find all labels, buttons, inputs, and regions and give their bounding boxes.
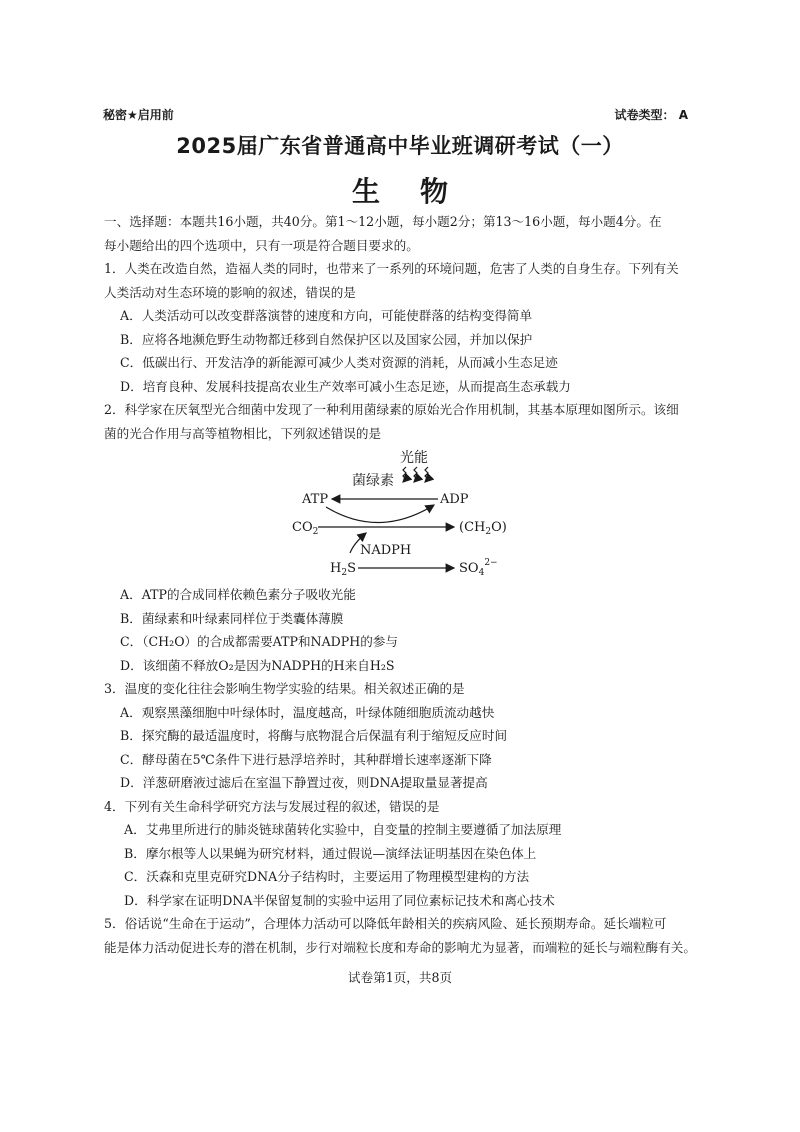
option-d: D．科学家在证明DNA半保留复制的实验中运用了同位素标记技术和离心技术 <box>124 892 555 908</box>
option-c: C．低碳出行、开发洁净的新能源可减少人类对资源的消耗，从而减小生态足迹 <box>120 355 558 370</box>
option-a: A．人类活动可以改变群落演替的速度和方向，可能使群落的结构变得简单 <box>120 308 533 323</box>
section-intro-line: 每小题给出的四个选项中，只有一项是符合题目要求的。 <box>104 237 419 253</box>
question-stem-line: 人类活动对生态环境的影响的叙述，错误的是 <box>104 284 356 300</box>
option-b: B．探究酶的最适温度时，将酶与底物混合后保温有利于缩短反应时间 <box>120 728 508 743</box>
subject-title: 生物 <box>351 175 488 208</box>
light-arrows-icon <box>403 467 428 482</box>
option-c: C．（CH₂O）的合成都需要ATP和NADPH的参与 <box>120 634 398 649</box>
atp-consumption-arrow <box>326 505 434 523</box>
exam-content <box>104 210 700 959</box>
so4-label: $SO_4^{2-}$ <box>459 558 498 577</box>
exam-title: 2025届广东省普通高中毕业班调研考试（一） <box>176 134 624 158</box>
question-stem-line: 能是体力活动促进长寿的潜在机制，步行对端粒长度和寿命的影响尤为显著，而端粒的延长与端粒酶有关。 <box>104 939 696 955</box>
adp-label: ADP <box>440 492 469 507</box>
question-3 <box>104 677 700 795</box>
paper-type: 试卷类型： A <box>614 108 688 122</box>
option-c: C．酵母菌在5℃条件下进行悬浮培养时，其种群增长速率逐渐下降 <box>120 751 492 767</box>
option-b: B．菌绿素和叶绿素同样位于类囊体薄膜 <box>120 610 344 626</box>
nadph-label: NADPH <box>360 543 412 558</box>
light-energy-label: 光能 <box>400 450 428 466</box>
question-2 <box>104 398 700 677</box>
option-b: B．应将各地濒危野生动物都迁移到自然保护区以及国家公园，并加以保护 <box>120 331 533 347</box>
question-4 <box>104 795 700 913</box>
question-5 <box>104 912 700 959</box>
option-b: B．摩尔根等人以果蝇为研究材料，通过假说—演绎法证明基因在染色体上 <box>124 845 537 861</box>
question-stem-line: 4．下列有关生命科学研究方法与发展过程的叙述，错误的是 <box>104 798 440 814</box>
photosynthesis-diagram <box>104 447 700 577</box>
bacteriochlorophyll-label: 菌绿素 <box>352 473 394 489</box>
option-c: C．沃森和克里克研究DNA分子结构时，主要运用了物理模型建构的方法 <box>124 869 530 884</box>
option-a: A．艾弗里所进行的肺炎链球菌转化实验中，自变量的控制主要遵循了加法原理 <box>124 822 562 837</box>
h2s-label: $H_2S$ <box>330 561 356 577</box>
confidential-mark: 秘密★启用前 <box>103 108 174 122</box>
option-d: D．培育良种、发展科技提高农业生产效率可减小生态足迹，从而提高生态承载力 <box>120 378 571 394</box>
option-d: D．洋葱研磨液过滤后在室温下静置过夜，则DNA提取量显著提高 <box>120 775 488 790</box>
option-a: A．观察黑藻细胞中叶绿体时，温度越高，叶绿体随细胞质流动越快 <box>120 704 495 720</box>
question-stem-line: 1．人类在改造自然，造福人类的同时，也带来了一系列的环境问题，危害了人类的自身生存。下列有关 <box>104 261 679 276</box>
question-1 <box>104 257 700 398</box>
question-stem-line: 2．科学家在厌氧型光合细菌中发现了一种利用菌绿素的原始光合作用机制，其基本原理如图所示。该细 <box>104 402 679 417</box>
section-intro-line: 一、选择题：本题共16小题，共40分。第1～12小题，每小题2分；第13～16小题，每小题4分。在 <box>104 214 662 229</box>
option-a: A．ATP的合成同样依赖色素分子吸收光能 <box>120 587 356 602</box>
page-footer: 试卷第1页，共8页 <box>347 970 453 985</box>
option-d: D．该细菌不释放O₂是因为NADPH的H来自H₂S <box>120 657 395 673</box>
question-stem-line: 3．温度的变化往往会影响生物学实验的结果。相关叙述正确的是 <box>104 681 465 696</box>
co2-label: $CO_2$ <box>292 520 319 537</box>
atp-label: ATP <box>302 492 329 507</box>
question-stem-line: 5．俗话说“生命在于运动”，合理体力活动可以降低年龄相关的疾病风险、延长预期寿命。延长端粒可 <box>104 916 667 931</box>
ch2o-label: $(CH_2O)$ <box>459 520 507 537</box>
question-stem-line: 菌的光合作用与高等植物相比，下列叙述错误的是 <box>104 425 382 441</box>
